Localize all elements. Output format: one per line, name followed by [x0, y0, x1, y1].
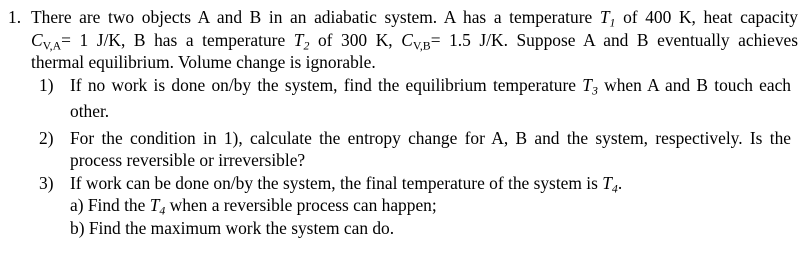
symbol-T2: $T_2$	[293, 29, 310, 52]
intro-text-1: There are two objects A and B in an adiabatic system. A has a temperature	[31, 7, 593, 27]
part-2-text-cont: process reversible or irreversible?	[70, 150, 306, 170]
problem-number: 1.	[8, 7, 22, 27]
intro-line-1	[31, 6, 798, 29]
part-1-number: 1)	[39, 74, 54, 95]
symbol-CVB: $C_{V,B}$	[401, 29, 431, 52]
part-3	[39, 172, 791, 240]
part-3-number: 3)	[39, 172, 54, 193]
part-1-text-end: when A and B touch each	[604, 74, 792, 95]
part-3a-text-end: when a reversible process can happen;	[169, 195, 437, 215]
part-3b: b) Find the maximum work the system can do.	[70, 217, 395, 238]
intro-text-4: of 300 K,	[317, 29, 393, 50]
symbol-T3: $T_3$	[582, 74, 598, 97]
symbol-T4-part-a: $T_4$	[149, 195, 166, 218]
symbol-T4: $T_4$	[602, 172, 618, 195]
part-2-number: 2)	[39, 127, 54, 148]
part-3-text: If work can be done on/by the system, the final temperature of the system is	[70, 172, 598, 193]
part-1-text-cont: other.	[70, 101, 110, 121]
intro-text-3: = 1 J/K, B has a temperature	[61, 29, 286, 50]
symbol-CVA: $C_{V,A}$	[31, 29, 62, 52]
part-3a	[70, 194, 791, 217]
part-3-text-end: .	[617, 172, 623, 193]
symbol-T1: $T_1$	[599, 7, 616, 30]
part-2	[39, 127, 791, 172]
intro-text-5: = 1.5 J/K. Suppose A and B eventually achieves	[430, 29, 798, 50]
part-1	[39, 74, 791, 123]
part-1-text: If no work is done on/by the system, find the equilibrium temperature	[70, 74, 577, 95]
intro-text-2: of 400 K, heat capacity	[623, 7, 799, 27]
problem-statement	[31, 6, 798, 74]
part-3a-text: a) Find the	[70, 195, 146, 215]
intro-line-2	[31, 29, 798, 52]
problem-1	[8, 6, 798, 239]
intro-line-3: thermal equilibrium. Volume change is ignorable.	[31, 52, 376, 72]
parts-list	[39, 74, 791, 240]
part-2-text: For the condition in 1), calculate the entropy change for A, B and the system, respectively. Is the	[70, 127, 791, 148]
